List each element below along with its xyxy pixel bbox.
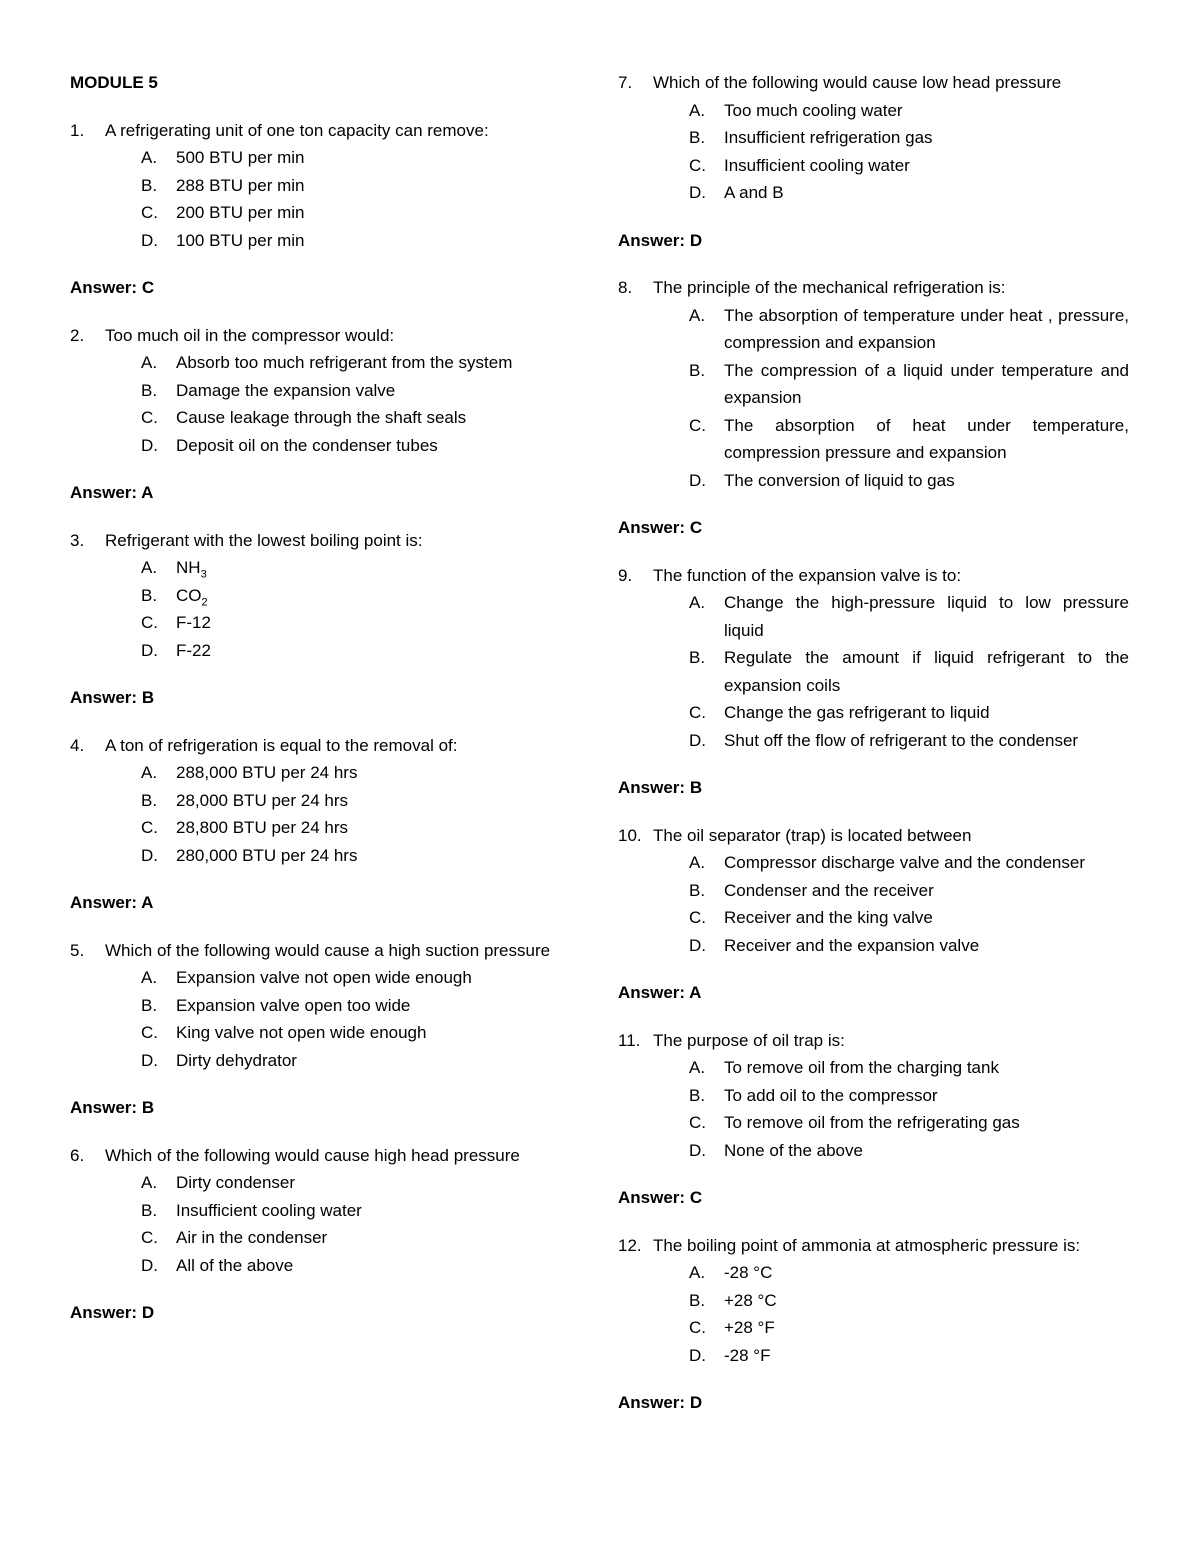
right-column [618,69,1129,1437]
option-text-main: Insufficient refrigeration gas [724,128,933,147]
answer-line [70,1299,580,1327]
option-letter: C. [141,408,158,427]
question-line [70,322,580,350]
option-item [618,97,1129,125]
option-text-main: The absorption of heat under temperature, compression pressure and expansion [724,415,1129,462]
answer-label: Answer: [618,983,686,1002]
option-text [176,554,580,582]
option-item [70,349,580,377]
answer-label: Answer: [70,1098,138,1117]
option-item [618,727,1129,755]
option-text [176,842,580,870]
question-number: 10. [618,825,642,845]
answer-line [618,774,1129,802]
option-text [724,467,1129,495]
options-list [70,964,580,1074]
option-text [176,377,580,405]
option-text-main: 288,000 BTU per 24 hrs [176,763,358,782]
question-line [70,1142,580,1170]
option-letter: B. [141,1200,158,1220]
answer-label: Answer: [618,1188,686,1207]
option-text [724,904,1129,932]
option-text [724,302,1129,357]
answer-label: Answer: [70,688,138,707]
option-text-main: The conversion of liquid to gas [724,470,955,490]
option-text-main: Receiver and the king valve [724,908,933,927]
option-text [176,992,580,1020]
option-text [724,1082,1129,1110]
option-item [618,1082,1129,1110]
option-letter: A. [689,1263,706,1282]
option-text-main: All of the above [176,1255,294,1275]
option-letter: A. [141,1173,158,1192]
option-item [70,199,580,227]
option-text-main: Dirty dehydrator [176,1050,297,1070]
answer-value: C [141,278,155,297]
option-text [176,1224,580,1252]
answer-value: B [141,688,155,707]
option-item [618,179,1129,207]
option-text-main: Cause leakage through the shaft seals [176,408,467,427]
option-item [70,582,580,610]
option-item [70,172,580,200]
option-text [176,144,580,172]
option-text [724,699,1129,727]
option-letter: D. [141,1050,158,1070]
option-text [176,172,580,200]
option-letter: A. [689,593,706,612]
option-text-main: 280,000 BTU per 24 hrs [176,845,358,865]
option-letter: C. [689,908,706,927]
question-line [618,1232,1129,1260]
option-text-main: Receiver and the expansion valve [724,935,980,955]
option-text [176,349,580,377]
question-text: A refrigerating unit of one ton capacity can remove: [105,120,489,140]
option-text-main: Regulate the amount if liquid refrigerant to the expansion coils [724,648,1129,695]
option-letter: C. [141,818,158,837]
question-block [70,527,580,665]
options-list [618,589,1129,754]
option-letter: C. [689,1113,706,1132]
option-letter: A. [689,853,706,872]
option-text [724,1314,1129,1342]
option-text-main: F-22 [176,640,211,660]
option-text-main: To remove oil from the charging tank [724,1058,999,1077]
question-number: 9. [618,565,633,585]
option-text-main: 100 BTU per min [176,230,305,250]
option-letter: D. [689,470,706,490]
option-letter: B. [689,1085,706,1105]
answer-label: Answer: [618,1393,686,1412]
question-number: 11. [618,1030,641,1050]
option-text-main: -28 °C [724,1263,773,1282]
option-letter: A. [141,763,158,782]
option-item [70,1169,580,1197]
option-text-main: Too much cooling water [724,100,903,120]
option-item [618,1137,1129,1165]
option-item [70,404,580,432]
option-text [724,727,1129,755]
option-text-main: CO [176,585,202,605]
option-letter: D. [141,640,158,660]
option-text [176,787,580,815]
answer-label: Answer: [70,893,138,912]
option-text-main: To remove oil from the refrigerating gas [724,1113,1020,1132]
answer-label: Answer: [70,278,138,297]
left-column [70,69,580,1347]
option-letter: A. [689,305,706,325]
option-item [70,842,580,870]
option-item [618,644,1129,699]
question-number: 4. [70,735,85,755]
question-text: Too much oil in the compressor would: [105,325,395,345]
option-text [724,152,1129,180]
answer-line [70,1094,580,1122]
question-block [618,1232,1129,1370]
option-text-main: Air in the condenser [176,1228,328,1247]
option-text-main: F-12 [176,613,211,632]
question-line [618,822,1129,850]
answer-label: Answer: [70,1303,138,1322]
question-text: The function of the expansion valve is to: [653,565,962,585]
option-text-main: 288 BTU per min [176,175,305,195]
option-letter: D. [689,935,706,955]
question-line [618,562,1129,590]
answer-value: D [141,1303,155,1322]
option-text [724,1109,1129,1137]
option-text [176,1169,580,1197]
option-letter: A. [141,968,158,987]
question-block [618,1027,1129,1165]
question-text: The boiling point of ammonia at atmospheric pressure is: [653,1235,1081,1255]
options-list [618,97,1129,207]
option-letter: D. [141,435,158,455]
option-text [176,609,580,637]
question-line [618,1027,1129,1055]
option-letter: B. [141,380,158,400]
option-text [724,932,1129,960]
option-item [70,144,580,172]
option-text [724,1342,1129,1370]
option-item [70,1224,580,1252]
subscript: 3 [200,568,207,581]
answer-value: C [689,1188,703,1207]
question-number: 12. [618,1235,642,1255]
question-number: 2. [70,325,85,345]
answer-label: Answer: [618,518,686,537]
option-text-main: Insufficient cooling water [724,155,910,175]
question-text: Which of the following would cause high head pressure [105,1145,520,1165]
question-text: The oil separator (trap) is located between [653,825,972,845]
option-text-main: 200 BTU per min [176,203,305,222]
option-letter: D. [689,730,706,750]
option-letter: A. [689,100,706,120]
answer-line [618,979,1129,1007]
question-block [70,937,580,1075]
option-text [176,1047,580,1075]
option-item [70,1047,580,1075]
option-text-main: The compression of a liquid under temperature and expansion [724,360,1129,407]
option-text-main: Damage the expansion valve [176,380,396,400]
option-item [618,302,1129,357]
options-list [70,349,580,459]
answer-value: D [689,1393,703,1412]
option-item [70,759,580,787]
option-text [724,1259,1129,1287]
options-list [70,1169,580,1279]
answer-label: Answer: [70,483,138,502]
option-text [176,404,580,432]
option-letter: C. [141,203,158,222]
option-item [618,1109,1129,1137]
answer-line [618,1389,1129,1417]
option-letter: A. [689,1058,706,1077]
question-block [618,822,1129,960]
option-letter: B. [689,880,706,900]
option-item [70,1252,580,1280]
question-text: Refrigerant with the lowest boiling point is: [105,530,423,550]
option-letter: C. [141,1228,158,1247]
question-line [618,274,1129,302]
options-list [618,302,1129,495]
question-block [618,274,1129,494]
option-text-main: The absorption of temperature under heat , pressure, compression and expansion [724,305,1129,352]
option-text [176,814,580,842]
option-text-main: +28 °C [724,1290,777,1310]
option-letter: C. [141,613,158,632]
option-item [70,1019,580,1047]
options-list [70,144,580,254]
option-text [176,199,580,227]
answer-value: D [689,230,703,250]
option-letter: B. [689,360,706,380]
options-list [70,759,580,869]
option-letter: A. [141,353,158,372]
option-letter: D. [689,183,706,202]
option-item [618,1054,1129,1082]
question-block [618,69,1129,207]
option-item [618,877,1129,905]
question-text: Which of the following would cause a high suction pressure [105,940,551,960]
option-text [176,1019,580,1047]
answer-value: A [141,893,154,912]
question-line [70,117,580,145]
option-text [724,97,1129,125]
option-letter: B. [141,585,158,605]
answer-line [70,274,580,302]
option-text-main: King valve not open wide enough [176,1023,427,1042]
option-item [70,377,580,405]
option-letter: C. [689,703,706,722]
question-line [70,937,580,965]
option-text [724,849,1129,877]
option-text-main: Shut off the flow of refrigerant to the condenser [724,730,1079,750]
option-text [724,412,1129,467]
option-text-main: +28 °F [724,1318,775,1337]
option-text-main: Deposit oil on the condenser tubes [176,435,438,455]
module-title: MODULE 5 [70,73,158,92]
option-text-main: Change the high-pressure liquid to low pressure liquid [724,593,1129,640]
option-text [176,582,580,610]
option-item [70,1197,580,1225]
option-item [618,849,1129,877]
answer-line [618,514,1129,542]
option-text-main: Expansion valve open too wide [176,995,411,1015]
options-list [618,1054,1129,1164]
answer-line [70,889,580,917]
subscript: 2 [201,595,208,608]
option-letter: D. [141,1255,158,1275]
option-item [618,152,1129,180]
answer-value: B [689,778,703,797]
option-text [724,877,1129,905]
option-text [176,964,580,992]
option-text [724,589,1129,644]
option-text-main: Compressor discharge valve and the condenser [724,853,1085,872]
option-text [724,1287,1129,1315]
option-text [724,1137,1129,1165]
question-text: A ton of refrigeration is equal to the removal of: [105,735,458,755]
option-text-main: Absorb too much refrigerant from the system [176,353,513,372]
question-text: The purpose of oil trap is: [653,1030,845,1050]
option-letter: C. [141,1023,158,1042]
option-text-main: Condenser and the receiver [724,880,934,900]
option-text [724,124,1129,152]
option-item [70,992,580,1020]
answer-line [618,1184,1129,1212]
option-item [618,1314,1129,1342]
option-item [618,412,1129,467]
option-text [176,637,580,665]
option-letter: B. [689,128,706,147]
question-block [70,1142,580,1280]
option-text [724,357,1129,412]
option-text-main: To add oil to the compressor [724,1085,938,1105]
option-text [176,432,580,460]
question-line [70,527,580,555]
option-item [70,609,580,637]
question-number: 1. [70,120,85,140]
question-block [70,732,580,870]
option-letter: B. [141,175,158,195]
option-text-main: A and B [724,183,784,202]
option-item [70,637,580,665]
option-item [618,1342,1129,1370]
option-text [176,1252,580,1280]
question-text: Which of the following would cause low head pressure [653,73,1062,92]
option-letter: D. [689,1345,706,1365]
option-text-main: Dirty condenser [176,1173,296,1192]
question-text: The principle of the mechanical refrigeration is: [653,278,1006,297]
option-text-main: -28 °F [724,1345,771,1365]
option-item [618,589,1129,644]
option-letter: B. [141,995,158,1015]
option-item [618,357,1129,412]
option-text-main: None of the above [724,1140,863,1160]
option-letter: D. [141,845,158,865]
options-list [70,554,580,664]
question-number: 5. [70,940,85,960]
question-line [618,69,1129,97]
option-item [618,467,1129,495]
options-list [618,849,1129,959]
question-block [70,322,580,460]
option-text-main: Change the gas refrigerant to liquid [724,703,990,722]
option-item [70,814,580,842]
question-number: 3. [70,530,85,550]
option-item [70,554,580,582]
option-item [70,964,580,992]
question-number: 7. [618,73,633,92]
question-block [618,562,1129,755]
option-text-main: 28,800 BTU per 24 hrs [176,818,348,837]
option-item [618,124,1129,152]
answer-value: A [689,983,702,1002]
option-text-main: Expansion valve not open wide enough [176,968,472,987]
option-text-main: NH [176,558,201,577]
answer-label: Answer: [618,778,686,797]
option-item [70,432,580,460]
option-text [724,179,1129,207]
question-line [70,732,580,760]
option-letter: B. [141,790,158,810]
option-text-main: 500 BTU per min [176,148,305,167]
option-letter: B. [689,1290,706,1310]
option-text-main: Insufficient cooling water [176,1200,362,1220]
answer-line [70,684,580,712]
option-letter: D. [689,1140,706,1160]
answer-value: A [141,483,154,502]
option-text [176,759,580,787]
options-list [618,1259,1129,1369]
option-letter: C. [689,1318,706,1337]
option-text [724,1054,1129,1082]
question-number: 6. [70,1145,85,1165]
option-letter: B. [689,648,706,667]
question-block [70,117,580,255]
option-item [70,787,580,815]
option-letter: A. [141,558,158,577]
answer-label: Answer: [618,230,686,250]
option-text [724,644,1129,699]
answer-line [70,479,580,507]
option-item [618,904,1129,932]
option-letter: C. [689,415,706,435]
option-text [176,227,580,255]
question-number: 8. [618,278,633,297]
answer-line [618,227,1129,255]
option-item [618,1259,1129,1287]
option-item [618,932,1129,960]
answer-value: C [689,518,703,537]
answer-value: B [141,1098,155,1117]
option-letter: A. [141,148,158,167]
option-item [618,1287,1129,1315]
option-item [70,227,580,255]
option-letter: C. [689,155,706,175]
option-text-main: 28,000 BTU per 24 hrs [176,790,348,810]
option-text [176,1197,580,1225]
option-item [618,699,1129,727]
option-letter: D. [141,230,158,250]
